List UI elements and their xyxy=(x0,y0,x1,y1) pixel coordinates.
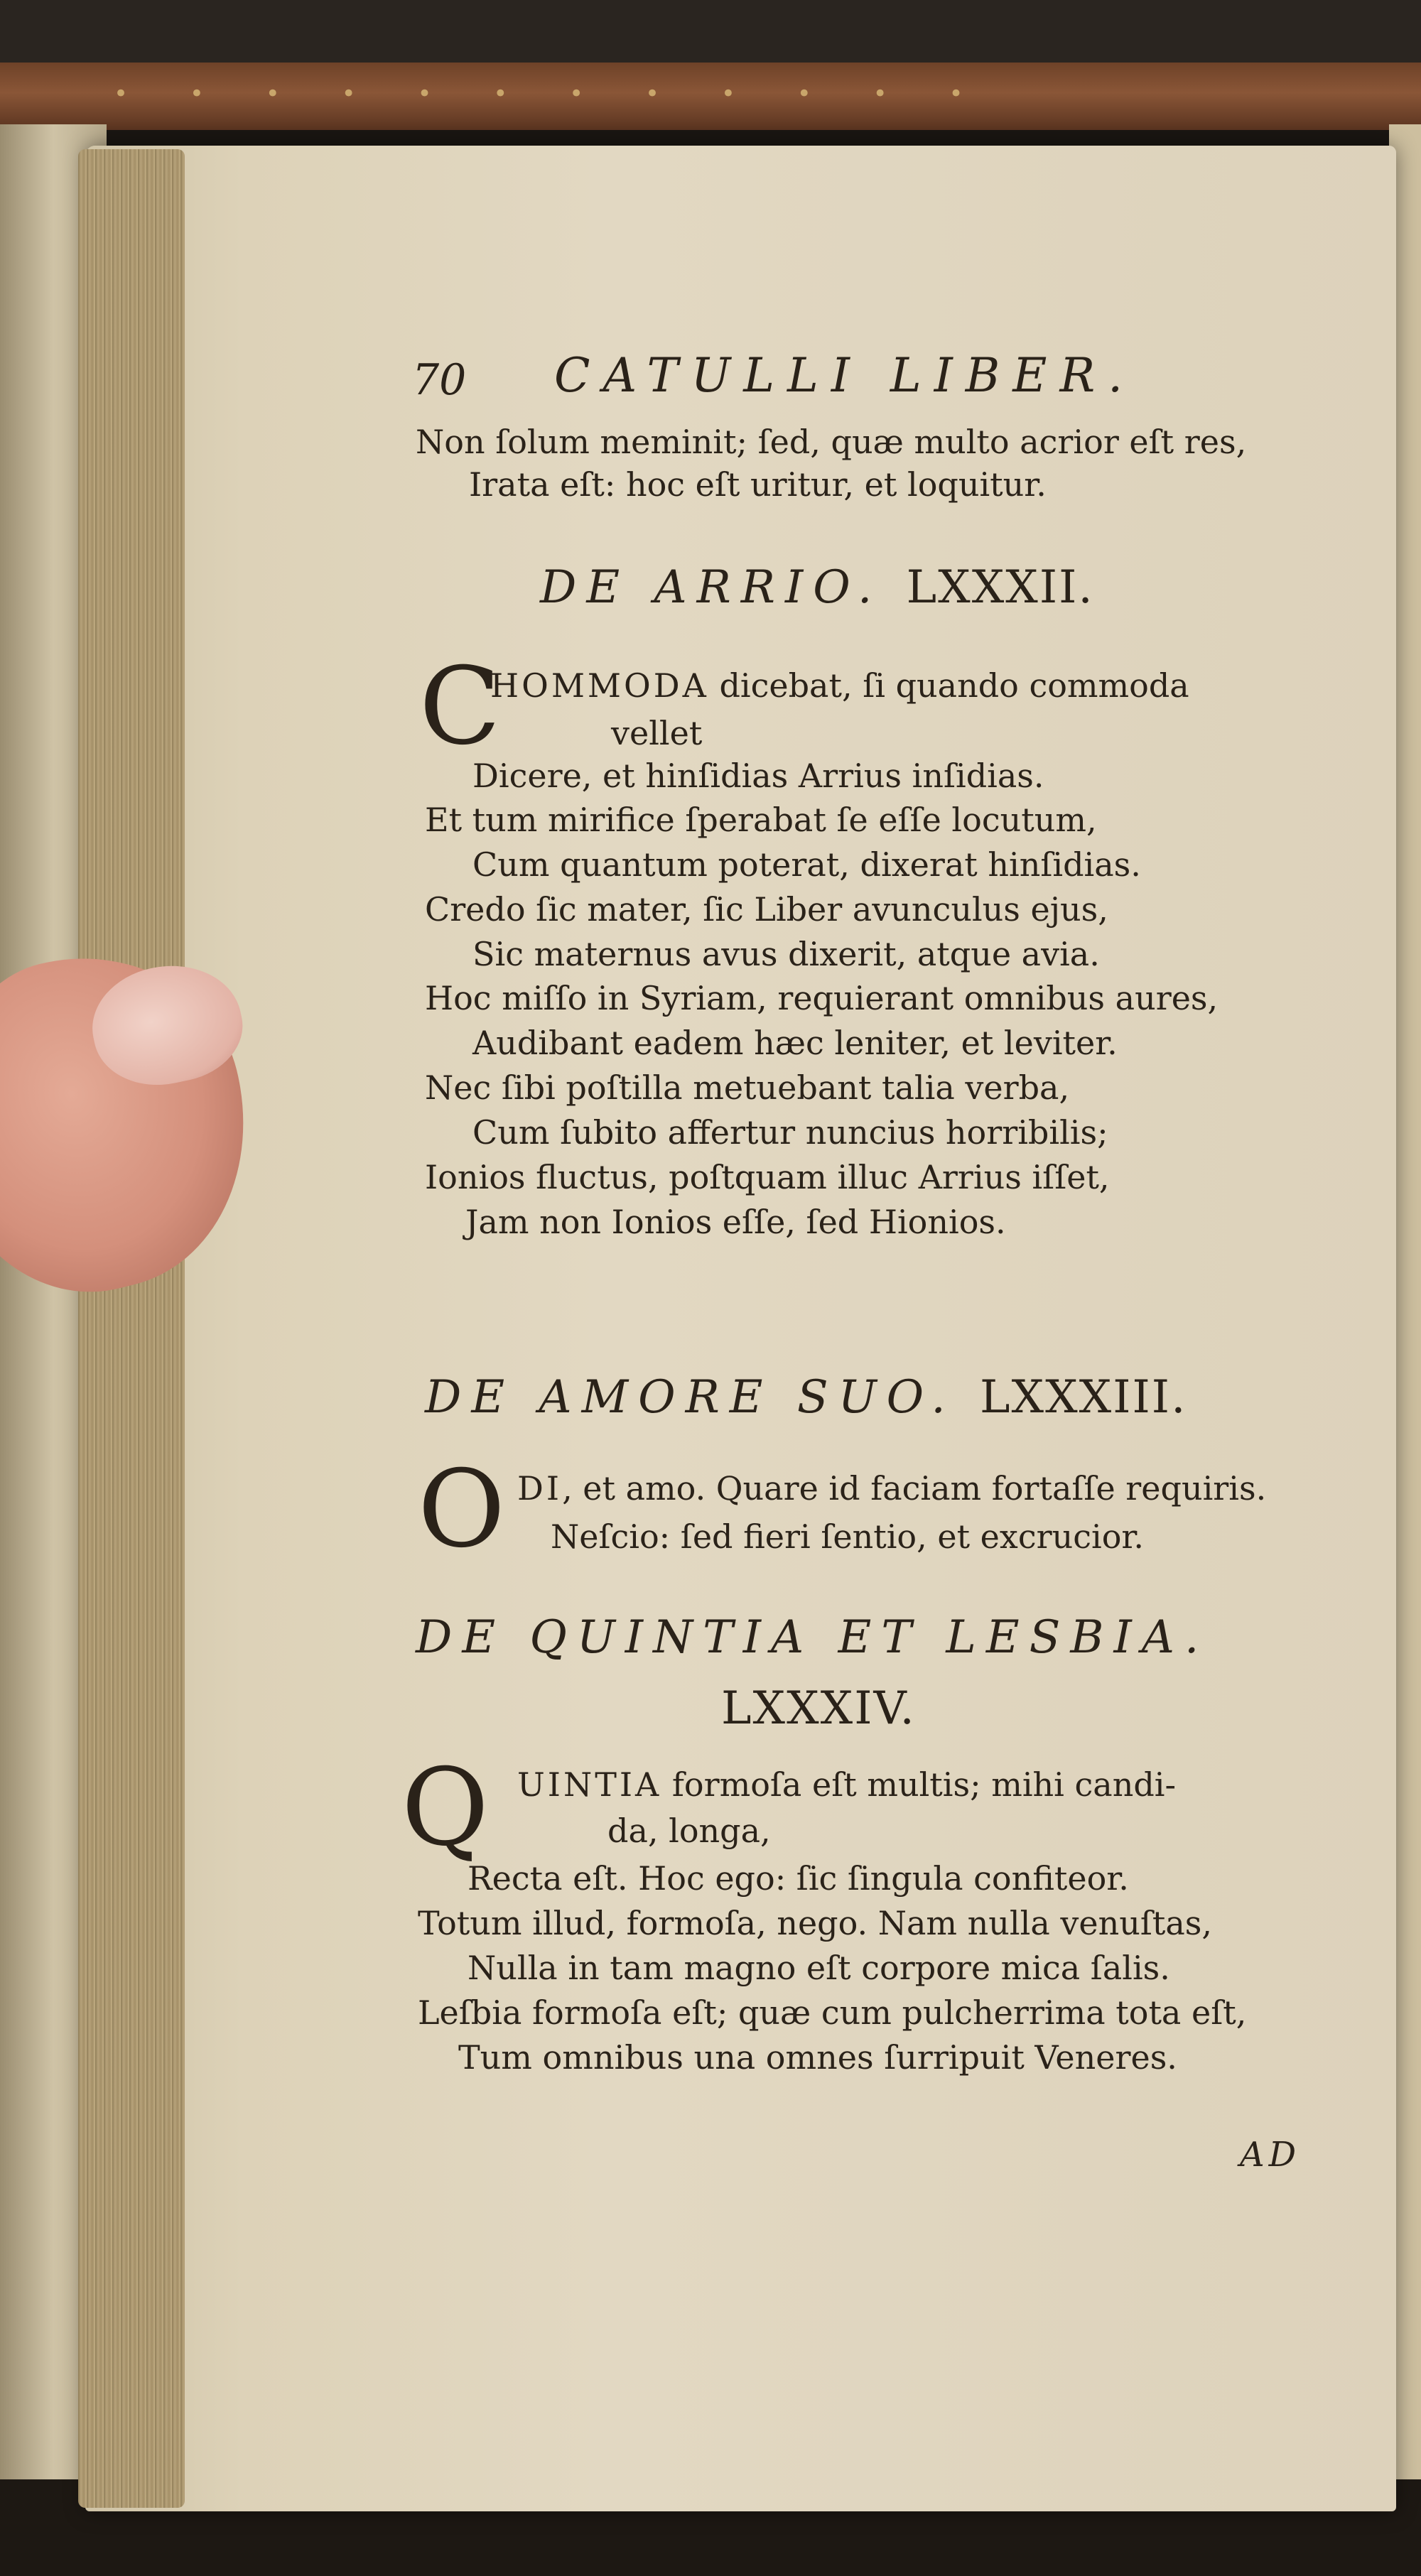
continuation-line: Non ſolum meminit; ſed, quæ multo acrior eſt res, xyxy=(416,423,1247,461)
drop-cap: Q xyxy=(401,1746,489,1870)
poem-line: Audibant eadem hæc leniter, et leviter. xyxy=(472,1024,1118,1062)
poem-line: Nec ſibi poſtilla metuebant talia verba, xyxy=(425,1068,1070,1107)
poem-line xyxy=(517,1765,1176,1804)
poem-84-title: DE QUINTIA ET LESBIA. xyxy=(416,1611,1209,1664)
catchword: AD xyxy=(1240,2135,1301,2175)
poem-line: Jam non Ionios eſſe, ſed Hionios. xyxy=(465,1203,1006,1241)
poem-line: Ionios fluctus, poſtquam illuc Arrius iſſet, xyxy=(425,1158,1110,1196)
poem-line: Credo ſic mater, ſic Liber avunculus ejus, xyxy=(425,890,1108,929)
poem-line: Recta eſt. Hoc ego: ſic ſingula confiteor. xyxy=(468,1859,1129,1898)
poem-82-numeral: LXXXII. xyxy=(906,561,1094,614)
poem-82-heading xyxy=(540,561,1094,614)
poem-line xyxy=(517,1469,1266,1508)
poem-line: vellet xyxy=(611,714,703,752)
drop-cap: O xyxy=(418,1448,505,1571)
page-number: 70 xyxy=(412,355,467,405)
first-line-rest: , et amo. Quare id faciam fortaſſe requiris. xyxy=(562,1469,1267,1508)
poem-line: Dicere, et hinſidias Arrius inſidias. xyxy=(472,757,1044,795)
poem-line: Et tum mirifice ſperabat ſe eſſe locutum, xyxy=(425,801,1097,839)
poem-line: Neſcio: ſed fieri ſentio, et excrucior. xyxy=(551,1517,1144,1556)
smallcaps-word: DI xyxy=(517,1469,563,1508)
poem-line xyxy=(490,666,1189,705)
poem-line: Cum ſubito affertur nuncius horribilis; xyxy=(472,1113,1108,1152)
drop-cap: C xyxy=(419,645,501,769)
poem-83-numeral: LXXXIII. xyxy=(980,1371,1187,1424)
first-line-rest: dicebat, ſi quando commoda xyxy=(708,666,1189,705)
numeral-text: LXXXIV. xyxy=(721,1682,916,1735)
poem-line: Totum illud, formoſa, nego. Nam nulla venuſtas, xyxy=(418,1904,1213,1942)
poem-line: Hoc miſſo in Syriam, requierant omnibus aures, xyxy=(425,979,1219,1017)
poem-82-title: DE ARRIO. xyxy=(540,561,882,614)
smallcaps-word: UINTIA xyxy=(517,1765,662,1804)
continuation-line: Irata eſt: hoc eſt uritur, et loquitur. xyxy=(469,465,1047,504)
poem-line: Nulla in tam magno eſt corpore mica ſalis. xyxy=(468,1949,1170,1987)
first-line-rest: formoſa eſt multis; mihi candi- xyxy=(661,1765,1177,1804)
smallcaps-word: HOMMODA xyxy=(490,666,709,705)
poem-83-title: DE AMORE SUO. xyxy=(425,1371,956,1424)
poem-line: Sic maternus avus dixerit, atque avia. xyxy=(472,935,1100,973)
poem-line: Tum omnibus una omnes ſurripuit Veneres. xyxy=(458,2038,1177,2077)
running-title: CATULLI LIBER. xyxy=(554,348,1136,403)
spine-ornament: • • • • • • • • • • • • xyxy=(114,80,990,108)
poem-84-numeral xyxy=(721,1682,916,1735)
poem-line: da, longa, xyxy=(607,1812,771,1850)
poem-83-heading xyxy=(425,1371,1187,1424)
poem-line: Cum quantum poterat, dixerat hinſidias. xyxy=(472,845,1141,884)
poem-line: Leſbia formoſa eſt; quæ cum pulcherrima tota eſt, xyxy=(418,1993,1247,2032)
